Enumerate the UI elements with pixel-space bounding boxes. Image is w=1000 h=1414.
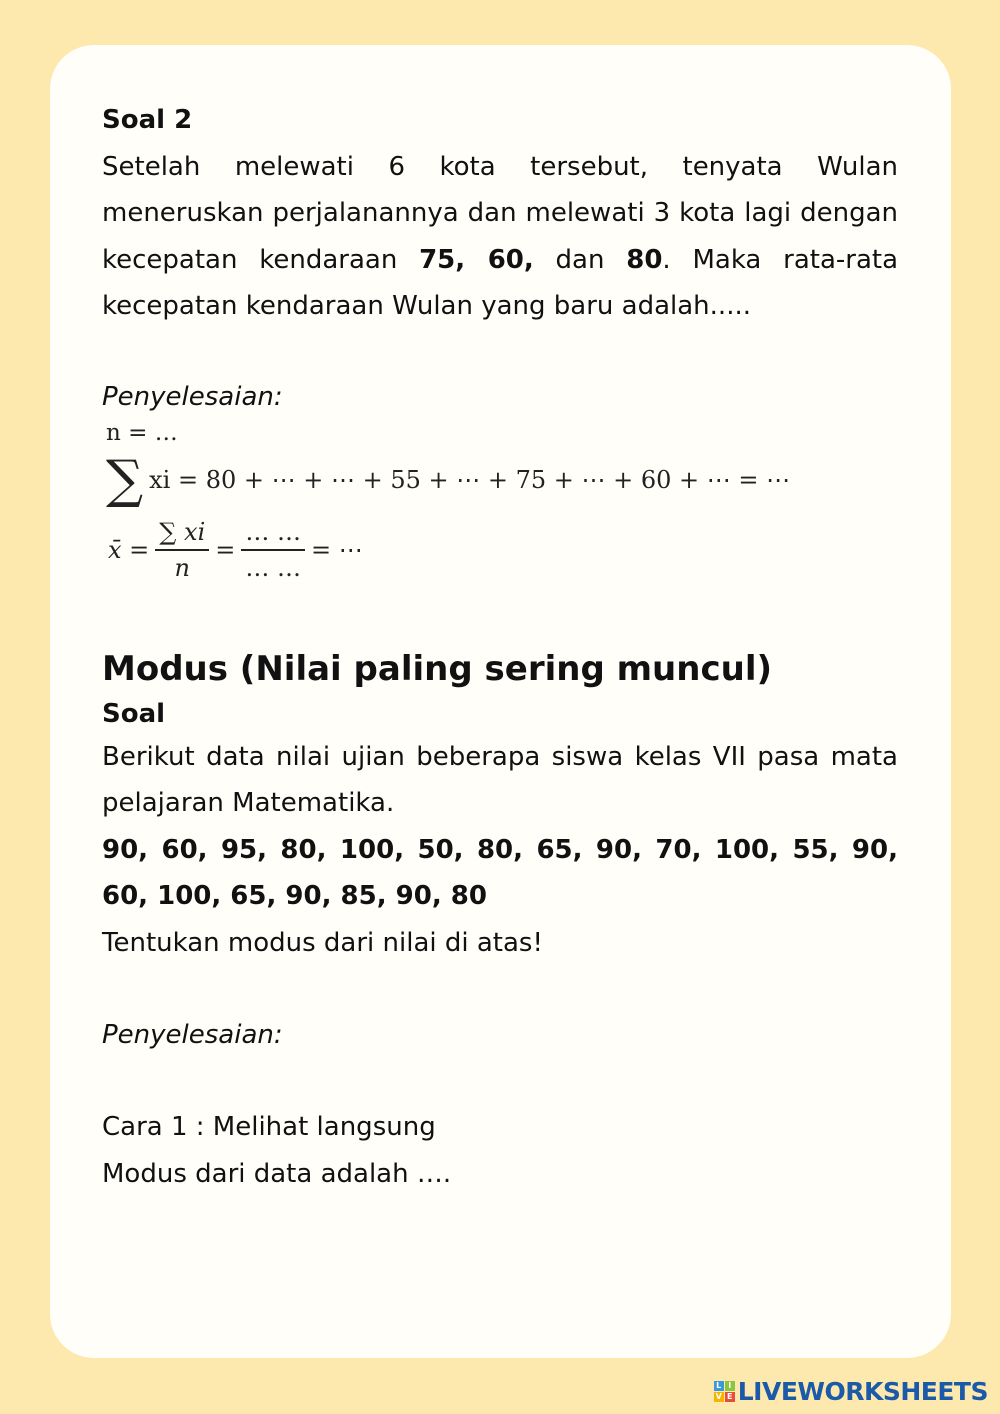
- cara-1: Cara 1 : Melihat langsung: [102, 1112, 436, 1142]
- mean-formula: [108, 518, 898, 582]
- penyelesaian-label-1: Penyelesaian:: [102, 381, 283, 412]
- mean-lhs: x̄ =: [108, 535, 150, 564]
- fraction-2-numerator: … …: [241, 518, 305, 551]
- modus-data-values: 90, 60, 95, 80, 100, 50, 80, 65, 90, 70, 100, 55, 90, 60, 100, 65, 90, 85, 90, 80: [102, 834, 898, 911]
- soal2-title: Soal 2: [102, 105, 193, 135]
- mean-rhs: = ⋯: [311, 535, 363, 564]
- sum-formula: [106, 449, 898, 510]
- worksheet-card: [50, 45, 951, 1358]
- liveworksheets-wordmark: LIVEWORKSHEETS: [737, 1377, 988, 1406]
- equals-sign: =: [215, 535, 236, 564]
- n-formula: n = …: [106, 419, 178, 446]
- worksheet-content: [102, 97, 898, 1197]
- fraction-1-denominator: n: [174, 553, 190, 582]
- fraction-sum-over-n: [155, 518, 209, 582]
- modus-question: Berikut data nilai ujian beberapa siswa kelas VII pasa mata pelajaran Matematika.: [102, 741, 898, 818]
- sum-expression: xi = 80 + ⋯ + ⋯ + 55 + ⋯ + 75 + ⋯ + 60 + ⋯ = ⋯: [149, 465, 791, 494]
- penyelesaian-label-2: Penyelesaian:: [102, 1020, 283, 1050]
- soal2-question: Setelah melewati 6 kota tersebut, tenyata Wulan meneruskan perjalanannya dan melewati 3 kota lagi dengan kecepatan kendaraan 75, 60, dan 80. Maka rata-rata kecepatan kendaraan Wulan yang baru adalah.....: [102, 151, 899, 321]
- fraction-2-denominator: … …: [245, 553, 302, 582]
- modus-instruction: Tentukan modus dari nilai di atas!: [102, 927, 543, 958]
- liveworksheets-brand: [714, 1377, 988, 1406]
- modus-answer-line: Modus dari data adalah ….: [102, 1158, 452, 1189]
- modus-soal-label: Soal: [102, 698, 166, 729]
- fraction-1-numerator: ∑ xi: [155, 518, 209, 551]
- liveworksheets-logo-icon: L I V E: [714, 1381, 735, 1402]
- fraction-blank: [241, 518, 305, 582]
- sigma-symbol: ∑: [106, 449, 144, 510]
- modus-heading: Modus (Nilai paling sering muncul): [102, 648, 773, 689]
